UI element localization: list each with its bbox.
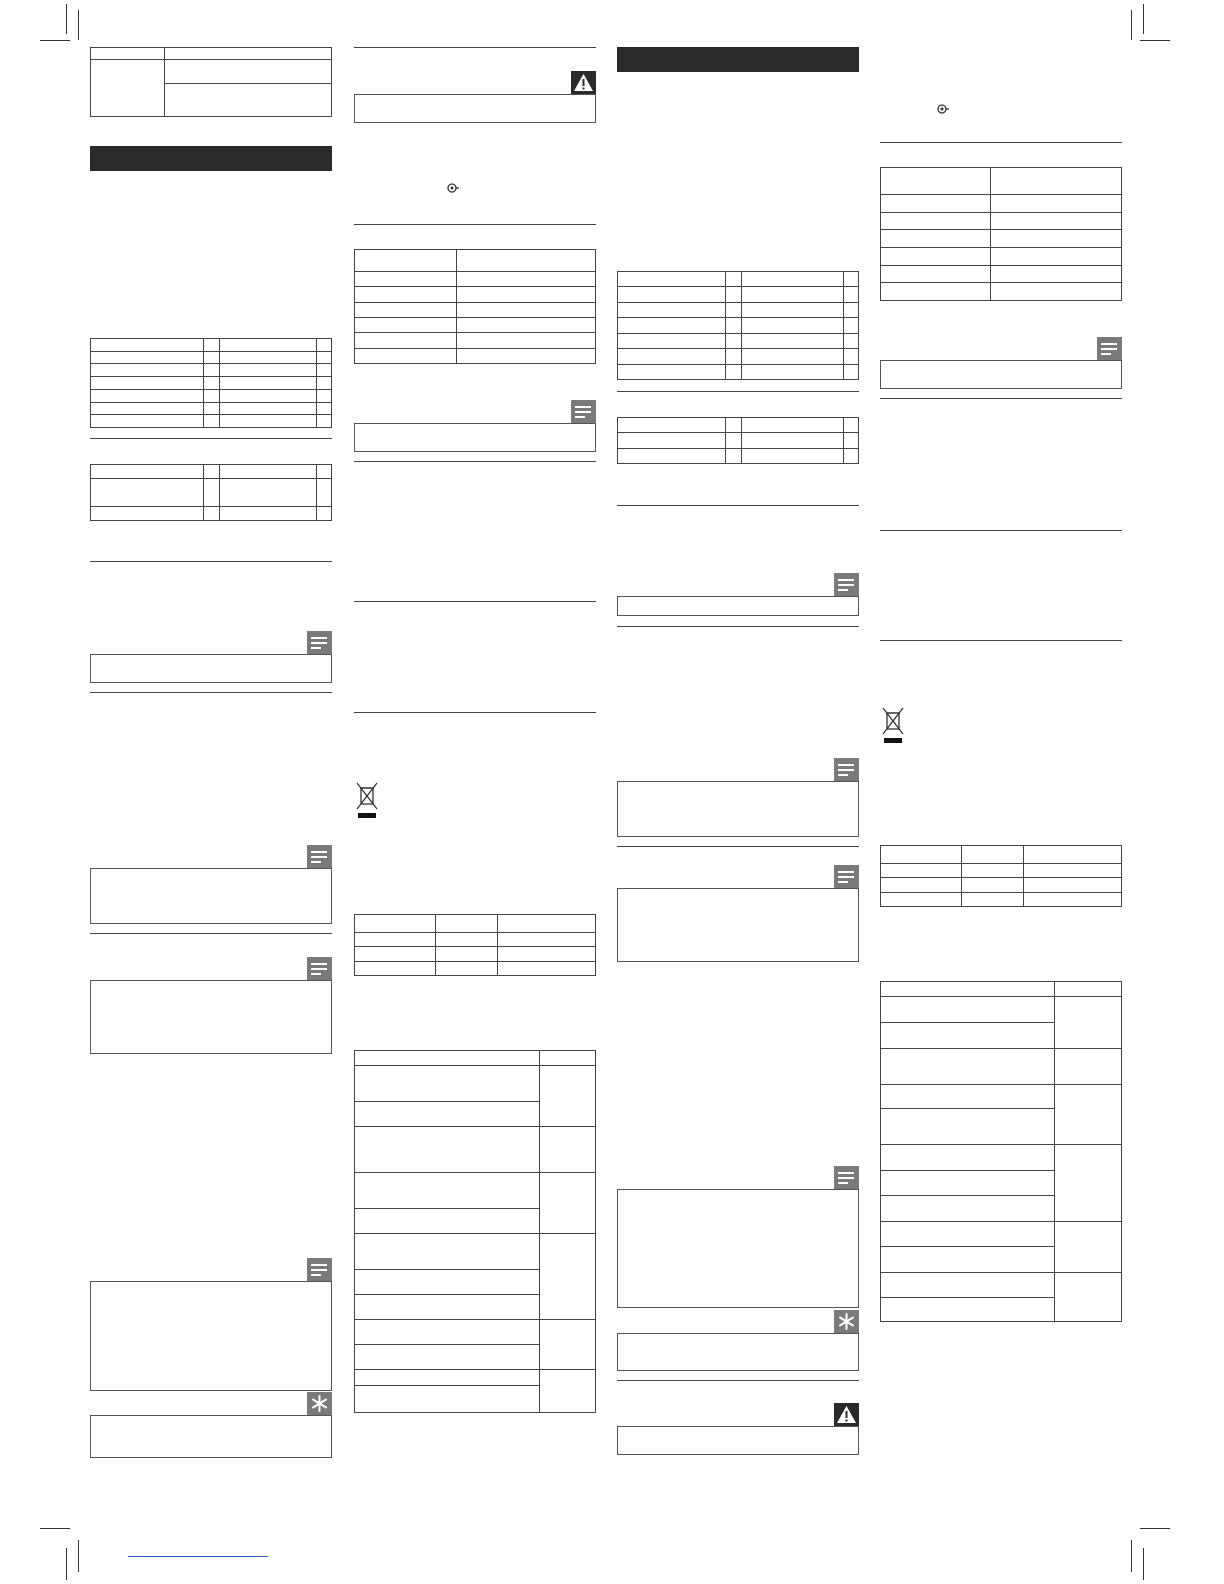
note-icon (834, 865, 859, 888)
section-rule (617, 505, 859, 506)
note-box (90, 980, 332, 1054)
crop-mark (40, 1528, 70, 1529)
column-1 (90, 0, 332, 1584)
note-icon (307, 631, 332, 654)
warning-box (354, 94, 596, 123)
table (354, 914, 596, 976)
table (90, 47, 332, 117)
section-rule (617, 846, 859, 847)
table (617, 417, 859, 464)
crop-mark (1143, 1548, 1144, 1580)
note-box (617, 781, 859, 837)
table (617, 271, 859, 380)
table (354, 1050, 596, 1413)
section-rule (90, 692, 332, 693)
note-icon (307, 845, 332, 868)
note-icon (307, 1258, 332, 1281)
warning-icon (834, 1403, 859, 1426)
column-2 (354, 0, 596, 1584)
section-header-bar (617, 47, 859, 72)
crop-mark (1140, 40, 1170, 41)
tip-box (90, 1415, 332, 1458)
crop-mark (66, 4, 67, 34)
note-box (90, 868, 332, 924)
section-rule (880, 530, 1122, 531)
crop-mark (1140, 1528, 1170, 1529)
note-icon (307, 957, 332, 980)
column-3 (617, 0, 859, 1584)
device-symbol-icon (936, 103, 950, 115)
crop-mark (40, 40, 70, 41)
table (880, 981, 1122, 1322)
table (90, 464, 332, 521)
device-symbol-icon (446, 182, 460, 194)
crossed-out-bin-icon (882, 707, 904, 745)
section-rule (354, 224, 596, 225)
section-rule (90, 561, 332, 562)
section-rule (617, 1380, 859, 1381)
table (90, 338, 332, 428)
crop-mark (78, 10, 79, 40)
tip-icon (307, 1392, 332, 1415)
section-rule (354, 461, 596, 462)
warning-box (617, 1426, 859, 1455)
crop-mark (1143, 4, 1144, 34)
section-rule (90, 438, 332, 439)
table (354, 249, 596, 364)
note-box (617, 888, 859, 962)
column-4 (880, 0, 1122, 1584)
note-box (90, 1281, 332, 1391)
tip-icon (834, 1310, 859, 1333)
note-icon (834, 758, 859, 781)
note-icon (834, 1166, 859, 1189)
crop-mark (1131, 1540, 1132, 1572)
crossed-out-bin-icon (356, 782, 378, 820)
crop-mark (1131, 10, 1132, 40)
table (880, 167, 1122, 301)
section-rule (354, 712, 596, 713)
section-rule (880, 398, 1122, 399)
note-box (354, 423, 596, 452)
section-rule (617, 391, 859, 392)
tip-box (617, 1333, 859, 1371)
note-box (617, 1189, 859, 1308)
section-rule (90, 933, 332, 934)
note-box (90, 654, 332, 683)
section-rule (354, 47, 596, 48)
crop-mark (78, 1540, 79, 1572)
section-header-bar (90, 146, 332, 171)
note-box (880, 360, 1122, 389)
section-rule (880, 142, 1122, 143)
warning-icon (571, 71, 596, 94)
table (880, 845, 1122, 907)
note-icon (571, 400, 596, 423)
crop-mark (66, 1548, 67, 1580)
note-icon (834, 573, 859, 596)
section-rule (880, 640, 1122, 641)
note-box (617, 596, 859, 616)
note-icon (1097, 337, 1122, 360)
section-rule (354, 601, 596, 602)
section-rule (617, 626, 859, 627)
